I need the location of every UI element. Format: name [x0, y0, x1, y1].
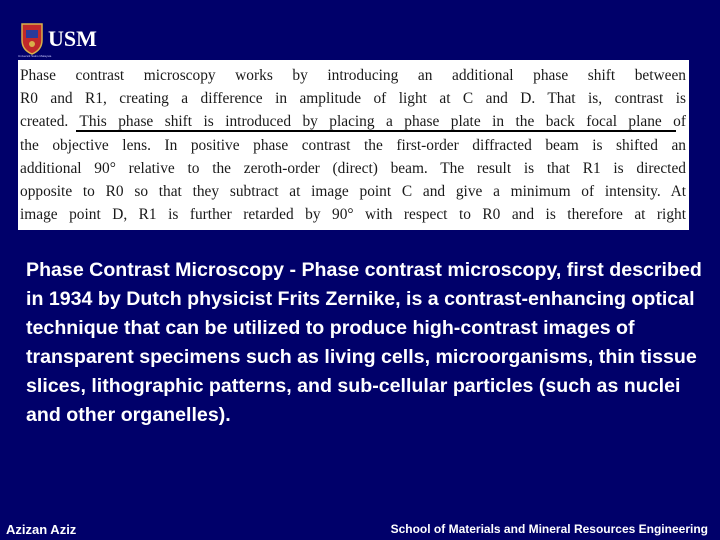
- logo-text: USM: [48, 26, 97, 51]
- footer-author: Azizan Aziz: [6, 522, 77, 537]
- logo-caption: Universiti Sains Malaysia: [18, 54, 52, 58]
- scanned-text-figure: [18, 60, 689, 230]
- main-paragraph: Phase Contrast Microscopy - Phase contrast microscopy, first described in 1934 by Dutch physicist Frits Zernike, is a contrast-enhancing optical technique that can be utilized to produce high-contrast images of transparent specimens such as living cells, microorganisms, thin tissue slices, lithographic patterns, and sub-cellular particles (such as nuclei and other organelles).: [26, 259, 702, 426]
- underline-rule: [76, 130, 676, 132]
- scan-line: image point D, R1 is further retarded by 90° with respect to R0 and is therefore at right: [20, 206, 686, 224]
- scan-line: created. This phase shift is introduced by placing a phase plate in the back focal plane of: [20, 113, 686, 131]
- footer-school: School of Materials and Mineral Resources Engineering: [390, 522, 708, 536]
- scan-line: the objective lens. In positive phase contrast the first-order diffracted beam is shifted an: [20, 136, 686, 154]
- scan-line: additional 90° relative to the zeroth-order (direct) beam. The result is that R1 is directed: [20, 159, 686, 177]
- scan-line: Phase contrast microscopy works by introducing an additional phase shift between: [20, 67, 686, 84]
- scan-line: R0 and R1, creating a difference in amplitude of light at C and D. That is, contrast is: [20, 90, 686, 108]
- scanned-paragraph: [20, 64, 686, 226]
- scan-line: opposite to R0 so that they subtract at image point C and give a minimum of intensity. At: [20, 183, 686, 201]
